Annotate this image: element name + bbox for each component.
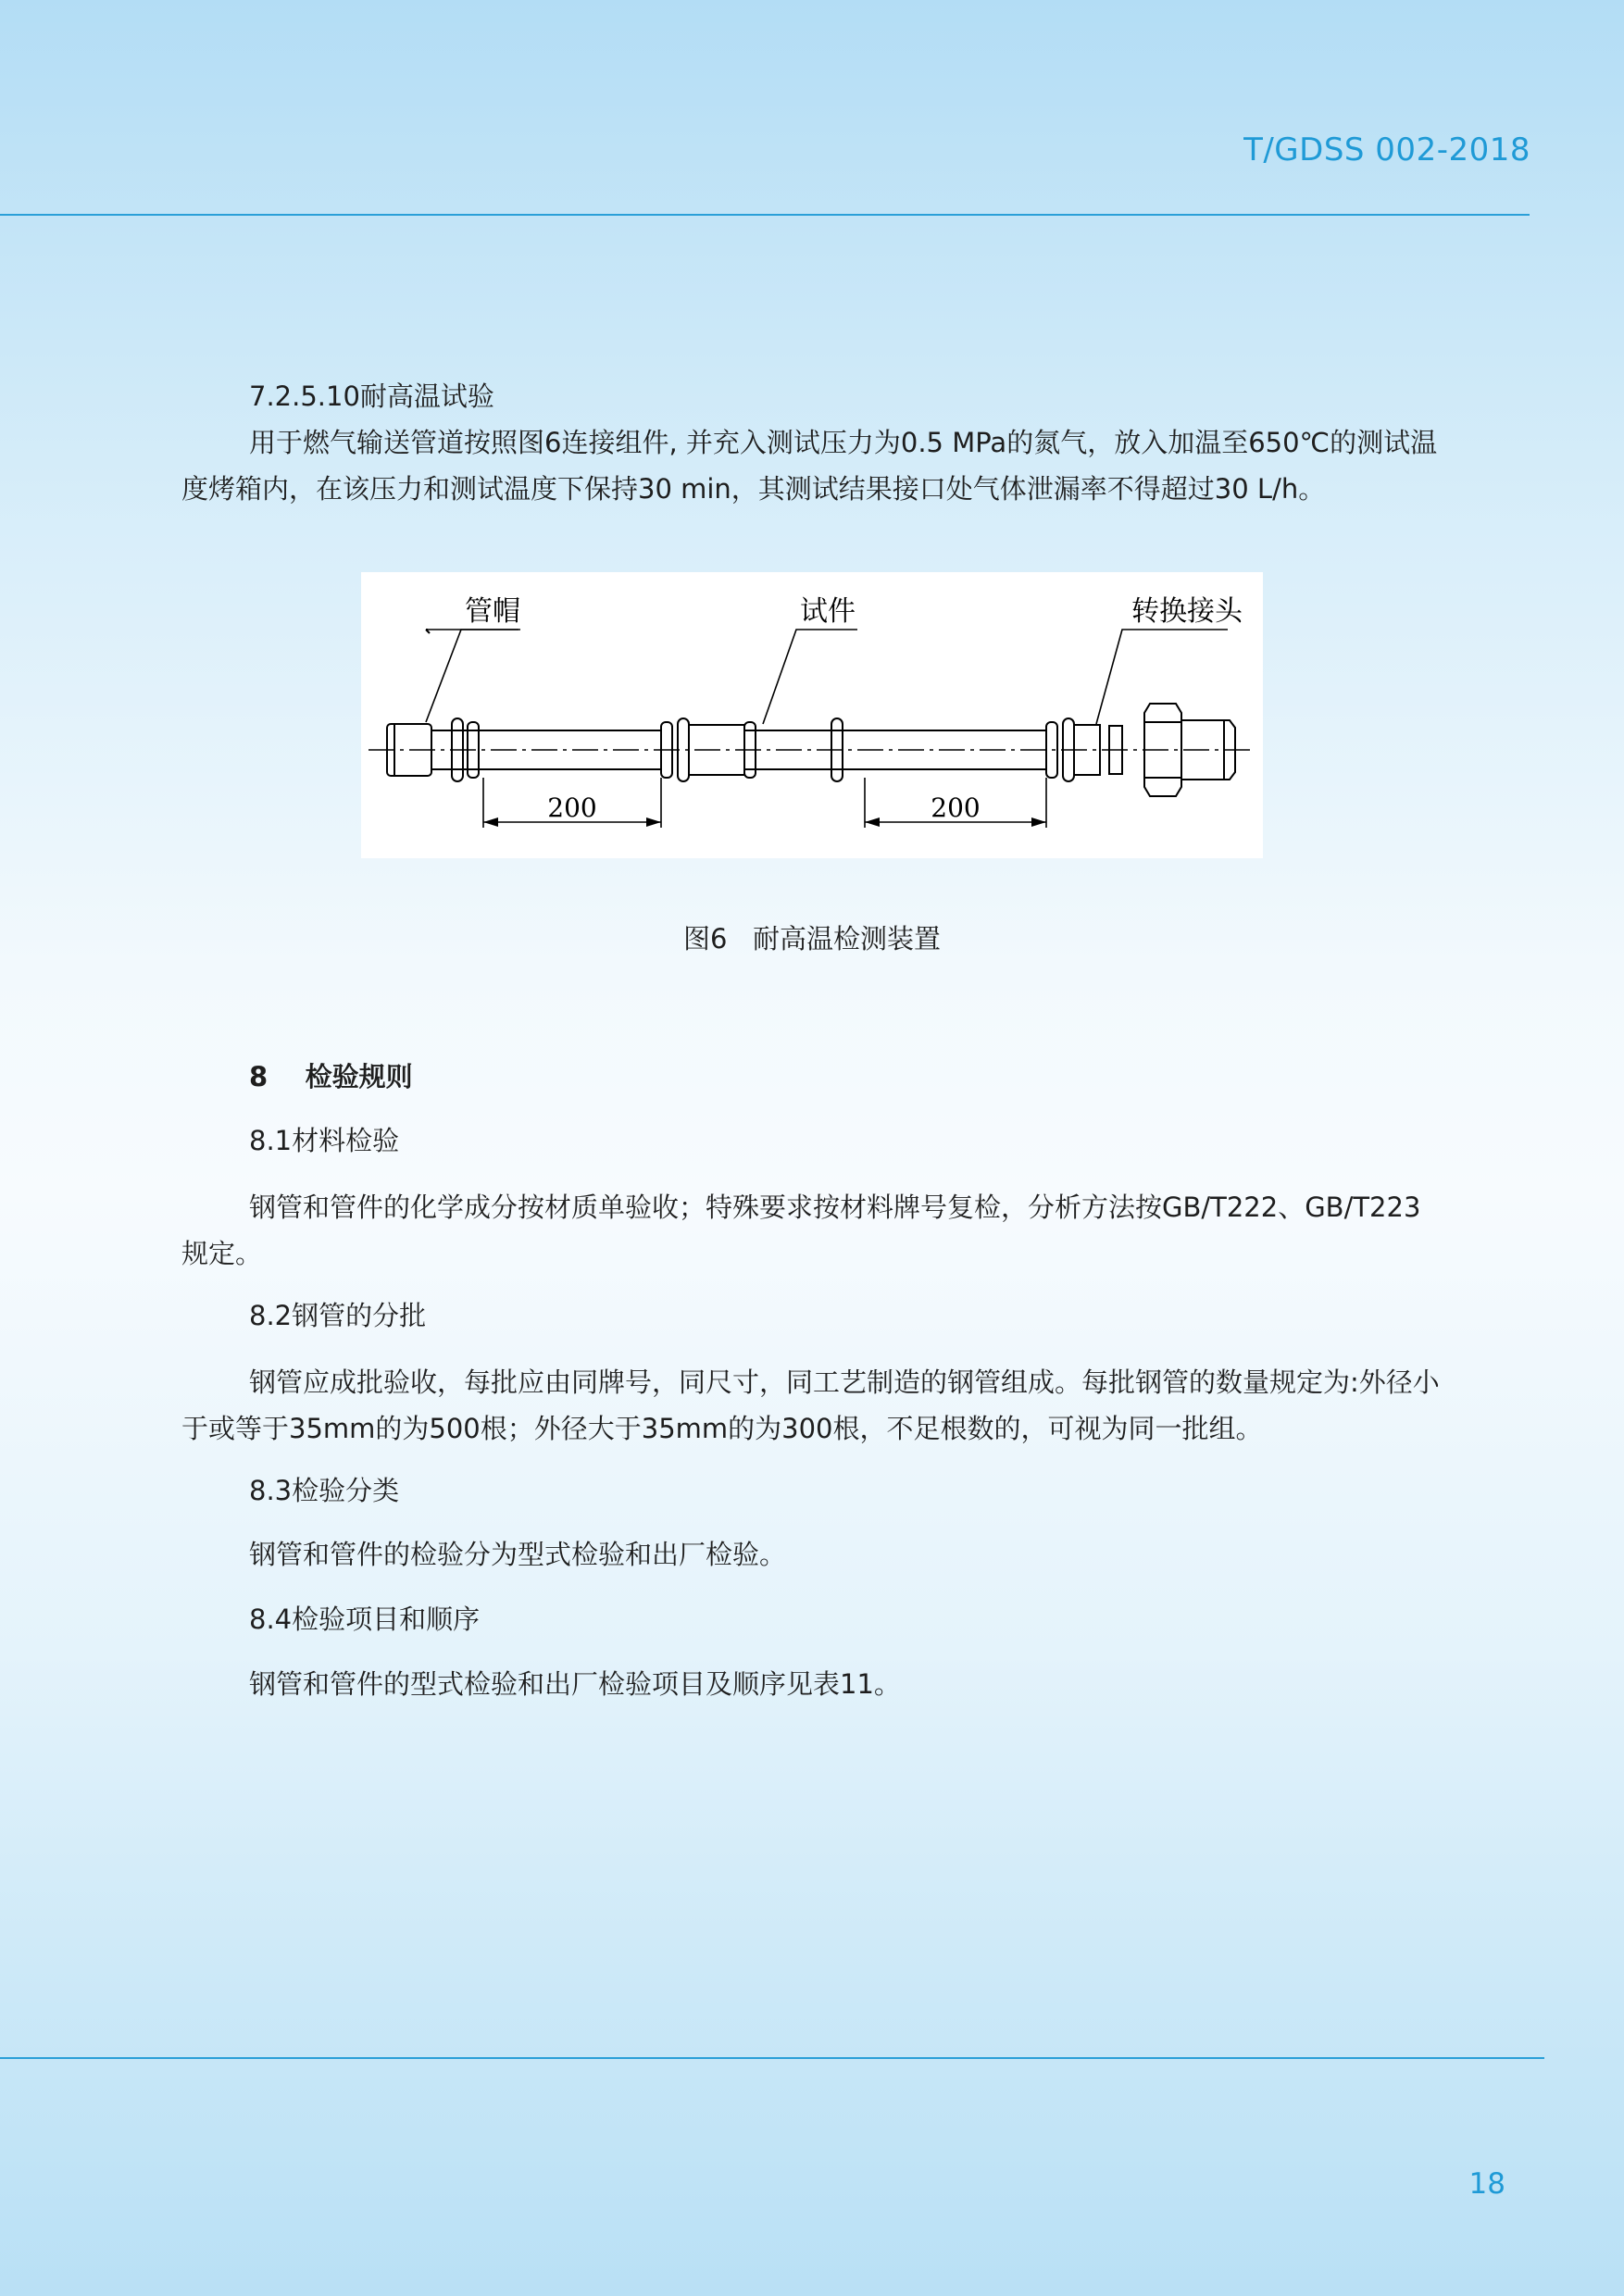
header-rule (0, 214, 1530, 216)
leader-line-adapter (1096, 630, 1228, 724)
section-8-3-body: 钢管和管件的检验分为型式检验和出厂检验。 (249, 1539, 787, 1570)
label-cap: 管帽 (465, 595, 520, 628)
pipe-diagram (361, 572, 1263, 858)
header-code: T/GDSS 002-2018 (1243, 131, 1530, 168)
section-8-1-body: 钢管和管件的化学成分按材质单验收；特殊要求按材料牌号复检，分析方法按GB/T222、GB/T223规定。 (181, 1192, 1421, 1269)
section-8-4-title: 8.4检验项目和顺序 (249, 1603, 481, 1635)
page-number: 18 (1468, 2167, 1505, 2201)
section-8-4-body: 钢管和管件的型式检验和出厂检验项目及顺序见表11。 (249, 1668, 901, 1700)
label-adapter: 转换接头 (1131, 595, 1243, 628)
section-7-2-5-10-body: 用于燃气输送管道按照图6连接组件, 并充入测试压力为0.5 MPa的氮气，放入加温至650℃的测试温度烤箱内，在该压力和测试温度下保持30 min，其测试结果接口处气体泄漏率不得超过30 L/h。 (181, 427, 1438, 505)
section-7-2-5-10-title: 7.2.5.10耐高温试验 (249, 381, 494, 412)
section-8-2-body: 钢管应成批验收，每批应由同牌号，同尺寸，同工艺制造的钢管组成。每批钢管的数量规定为:外径小于或等于35mm的为500根；外径大于35mm的为300根，不足根数的，可视为同一批组。 (181, 1366, 1440, 1444)
figure-6 (361, 572, 1263, 858)
figure-caption: 图6 耐高温检测装置 (682, 923, 942, 955)
section-8-1-title: 8.1材料检验 (249, 1125, 400, 1156)
section-8-3-title: 8.3检验分类 (249, 1475, 400, 1506)
label-specimen: 试件 (800, 595, 856, 628)
leader-line-cap (426, 630, 520, 722)
footer-rule (0, 2057, 1544, 2059)
section-8-2-title: 8.2钢管的分批 (249, 1300, 427, 1331)
dimension-label-1: 200 (547, 792, 597, 823)
dimension-label-2: 200 (931, 792, 981, 823)
section-8-heading: 8 检验规则 (249, 1061, 413, 1092)
leader-line-specimen (763, 630, 857, 724)
